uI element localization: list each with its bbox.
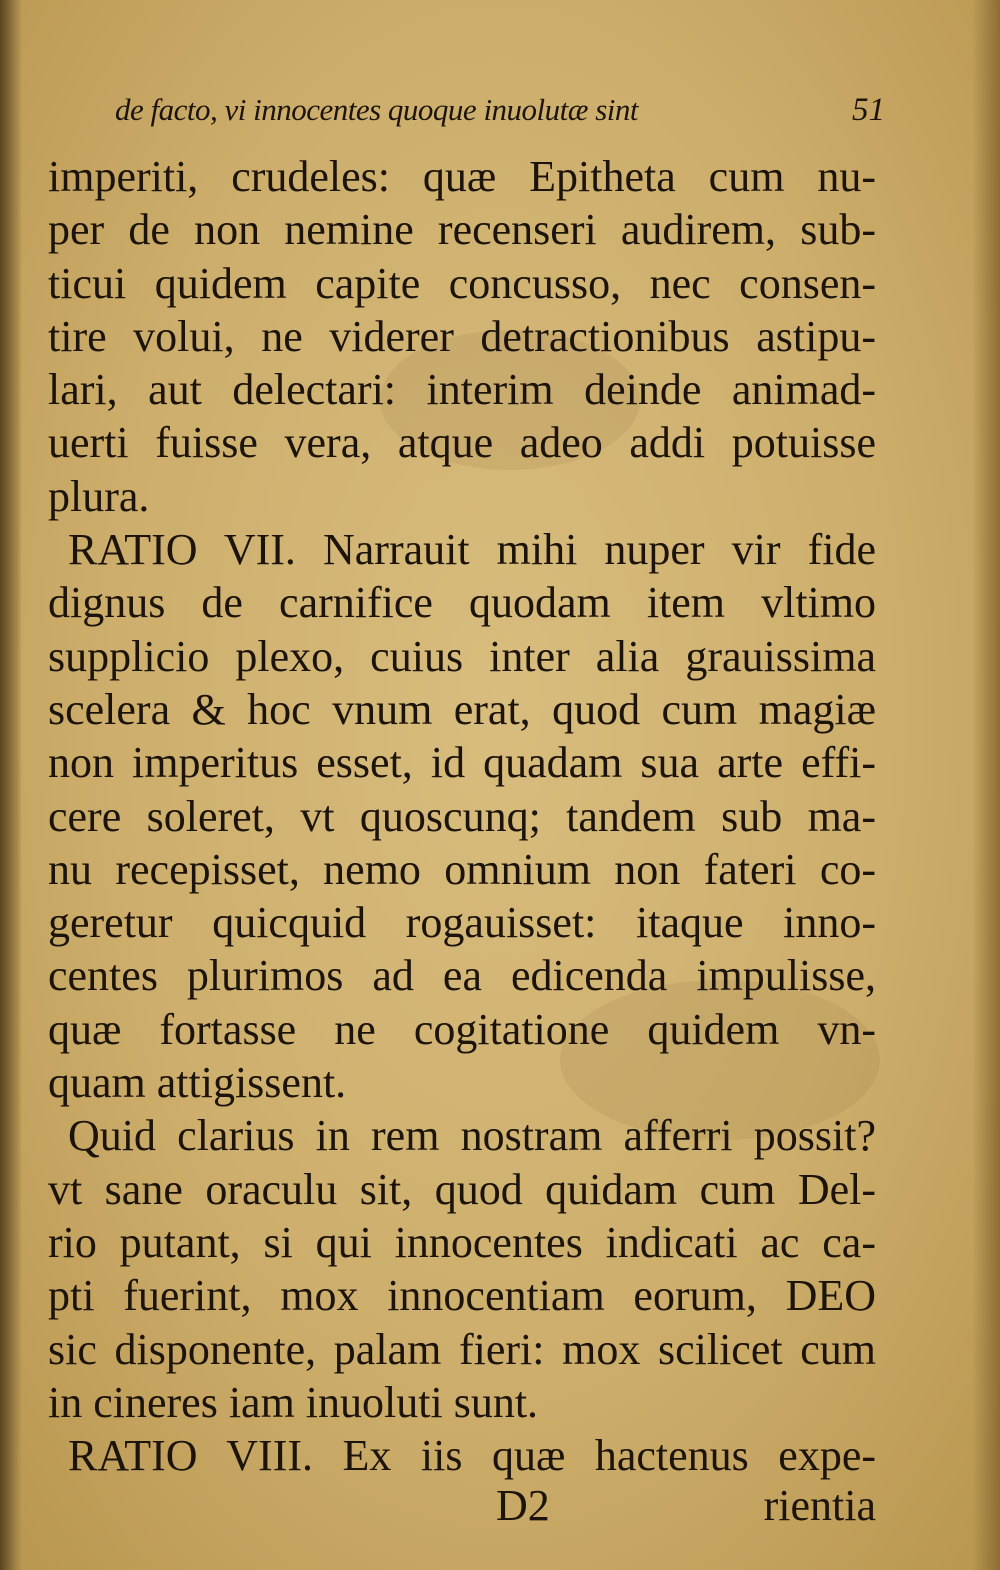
text-line: in cineres iam inuoluti sunt. [48, 1377, 539, 1427]
page-number: 51 [852, 92, 885, 128]
text-line: scelera & hoc vnum erat, quod cum magiæ [48, 684, 876, 734]
text-line: supplicio plexo, cuius inter alia grauissima [48, 631, 876, 681]
text-line: non imperitus esset, id quadam sua arte effi- [48, 738, 876, 788]
page-header [115, 92, 885, 142]
catchword: rientia [763, 1481, 876, 1530]
text-line: uerti fuisse vera, atque adeo addi potuisse [48, 418, 876, 468]
section-heading-line: RATIO VIII. Ex iis quæ hactenus expe- [68, 1431, 876, 1481]
text-line: vt sane oraculu sit, quod quidam cum Del- [48, 1164, 876, 1214]
text-line: quam attigissent. [48, 1058, 347, 1108]
text-line: rio putant, si qui innocentes indicati ac ca- [48, 1217, 876, 1267]
section-heading-line: RATIO VII. Narrauit mihi nuper vir fide [68, 525, 876, 575]
body-text [48, 150, 876, 1482]
text-line: dignus de carnifice quodam item vltimo [48, 578, 876, 628]
text-line: sic disponente, palam fieri: mox scilicet cum [48, 1324, 876, 1374]
binding-gutter [0, 0, 22, 1570]
text-line: nu recepisset, nemo omnium non fateri co- [48, 844, 876, 894]
text-line: ticui quidem capite concusso, nec consen- [48, 258, 876, 308]
text-line: pti fuerint, mox innocentiam eorum, DEO [48, 1271, 876, 1321]
text-line: Quid clarius in rem nostram afferri possit? [68, 1111, 876, 1161]
text-line: quæ fortasse ne cogitatione quidem vn- [48, 1004, 876, 1054]
running-head: de facto, vi innocentes quoque inuolutæ sint [115, 92, 638, 127]
text-line: geretur quicquid rogauisset: itaque inno- [48, 898, 876, 948]
page-footer [48, 1480, 876, 1535]
text-line: lari, aut delectari: interim deinde animad- [48, 365, 876, 415]
text-line: imperiti, crudeles: quæ Epitheta cum nu- [48, 152, 876, 201]
text-line: per de non nemine recenseri audirem, sub- [48, 205, 876, 255]
text-line: plura. [48, 471, 150, 521]
text-line: cere soleret, vt quoscunq; tandem sub ma- [48, 791, 876, 841]
text-line: tire volui, ne viderer detractionibus astipu- [48, 311, 876, 361]
page-edge [972, 0, 1000, 1570]
signature-mark: D2 [496, 1481, 550, 1530]
text-line: centes plurimos ad ea edicenda impulisse, [48, 951, 876, 1001]
